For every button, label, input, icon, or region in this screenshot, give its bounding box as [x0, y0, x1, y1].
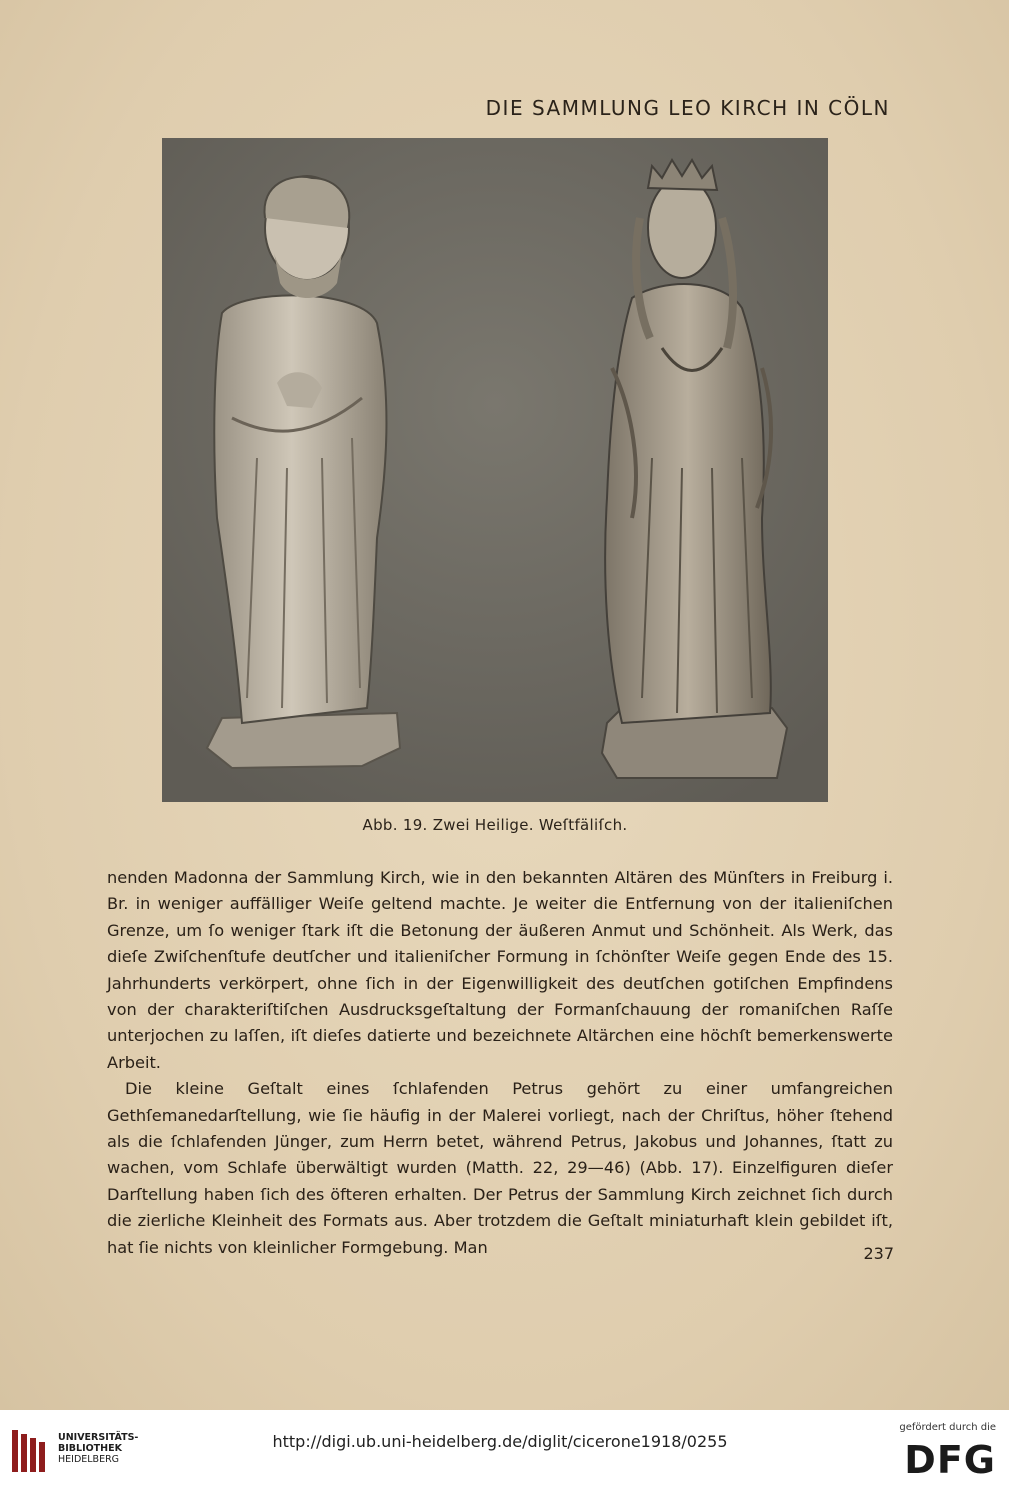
paragraph-2: Die kleine Geſtalt eines ſchlafenden Petrus gehört zu einer umfangreichen Gethſemanedarſtellung, wie ſie häufig in der Malerei vorliegt, nach der Chriſtus, höher ſtehend als die ſchlafenden Jünger, zum Herrn betet, während Petrus, Jakobus und Johannes, ſtatt zu wachen, vom Schlafe überwältigt wurden (Matth. 22, 29—46) (Abb. 17). Einzelfiguren dieſer Darſtellung haben ſich des öfteren erhalten. Der Petrus der Sammlung Kirch zeichnet ſich durch die zierliche Kleinheit des Formats aus. Aber trotzdem die Geſtalt miniaturhaft klein gebildet iſt, hat ſie nichts von kleinlicher Formgebung. Man: [107, 1079, 893, 1257]
dfg-logo: DFG: [904, 1438, 996, 1482]
figure-caption: Abb. 19. Zwei Heilige. Weſtfäliſch.: [362, 816, 628, 834]
library-name: [58, 1432, 138, 1465]
library-emblem-icon: [10, 1428, 50, 1474]
funding-caption: gefördert durch die: [899, 1422, 996, 1433]
source-url[interactable]: http://digi.ub.uni-heidelberg.de/diglit/cicerone1918/0255: [272, 1432, 728, 1451]
library-logo[interactable]: [10, 1428, 150, 1478]
library-line-3: HEIDELBERG: [58, 1454, 120, 1465]
figure-plate: [162, 138, 828, 802]
footer-bar: [0, 1410, 1009, 1486]
dfg-logo-block[interactable]: [880, 1422, 1000, 1484]
library-line-2: BIBLIOTHEK: [58, 1443, 122, 1454]
body-text: [107, 865, 893, 1261]
page-number: 237: [863, 1244, 894, 1263]
running-head: DIE SAMMLUNG LEO KIRCH IN CÖLN: [485, 96, 890, 120]
paragraph-1: nenden Madonna der Sammlung Kirch, wie in den bekannten Altären des Münſters in Freiburg i. Br. in weniger auffälliger Weiſe geltend machte. Je weiter die Entfernung von der italieniſchen Grenze, um ſo weniger ſtark iſt die Betonung der äußeren Anmut und Schönheit. Als Werk, das dieſe Zwiſchenſtufe deutſcher und italieniſcher Formung in ſchönſter Weiſe gegen Ende des 15. Jahrhunderts verkörpert, ohne ſich in der Eigenwilligkeit des deutſchen gotiſchen Empfindens von der charakteriſtiſchen Ausdrucksgeſtaltung der Formanſchauung der romaniſchen Raſſe unterjochen zu laſſen, iſt dieſes datierte und bezeichnete Altärchen eine höchſt bemerkenswerte Arbeit.: [107, 868, 893, 1072]
statues-photo: [162, 138, 828, 802]
library-line-1: UNIVERSITÄTS-: [58, 1432, 139, 1443]
